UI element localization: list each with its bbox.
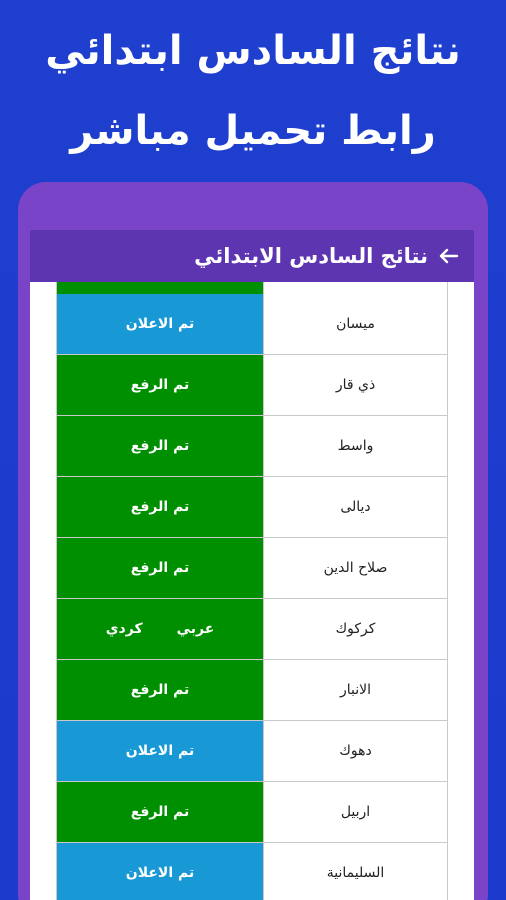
table-row-partial [56, 282, 448, 294]
table-row [57, 416, 447, 477]
status-button[interactable]: تم الاعلان [57, 843, 263, 900]
province-name: دهوك [263, 721, 447, 781]
province-name: الانبار [263, 660, 447, 720]
status-button[interactable]: تم الرفع [57, 660, 263, 720]
province-name: صلاح الدين [263, 538, 447, 598]
arrow-back-icon[interactable] [438, 245, 460, 267]
table-row [57, 599, 447, 660]
status-button[interactable]: تم الاعلان [57, 721, 263, 781]
province-name: ديالى [263, 477, 447, 537]
app-bar [30, 230, 474, 282]
province-name: ميسان [263, 294, 447, 354]
province-name: اربيل [263, 782, 447, 842]
status-button[interactable]: تم الرفع [57, 538, 263, 598]
table-row [57, 294, 447, 355]
table-row [57, 355, 447, 416]
status-cell-split [57, 599, 263, 659]
table-row [57, 843, 447, 900]
table-row [57, 721, 447, 782]
status-button[interactable]: تم الرفع [57, 416, 263, 476]
status-button[interactable]: تم الاعلان [57, 294, 263, 354]
promo-title: نتائج السادس ابتدائي [45, 28, 461, 74]
status-button[interactable]: تم الرفع [57, 477, 263, 537]
province-name: ذي قار [263, 355, 447, 415]
table-row [57, 660, 447, 721]
content-area [30, 282, 474, 900]
province-name: كركوك [263, 599, 447, 659]
page-title: نتائج السادس الابتدائي [194, 244, 428, 268]
table-row [57, 782, 447, 843]
arabic-link[interactable]: عربي [176, 621, 215, 637]
status-button[interactable]: تم الرفع [57, 782, 263, 842]
results-table [56, 294, 448, 900]
status-button[interactable]: تم الرفع [57, 355, 263, 415]
table-row [57, 538, 447, 599]
table-row [57, 477, 447, 538]
province-name: السليمانية [263, 843, 447, 900]
promo-subtitle: رابط تحميل مباشر [70, 108, 436, 154]
kurdish-link[interactable]: كردي [105, 621, 143, 637]
province-name: واسط [263, 416, 447, 476]
